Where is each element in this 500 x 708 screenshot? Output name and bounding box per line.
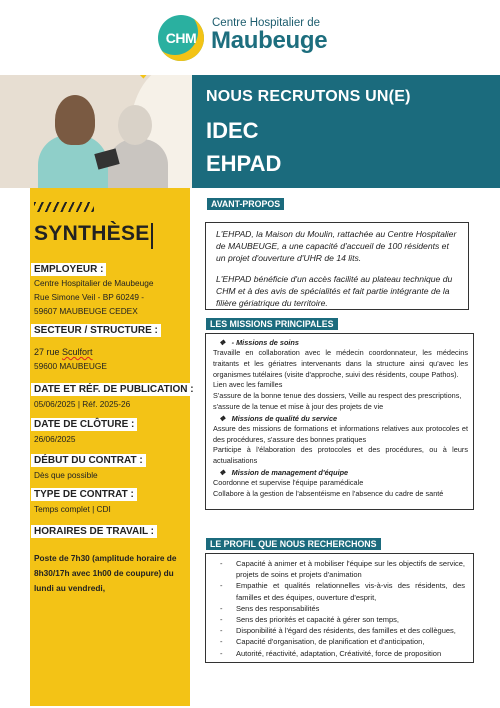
hatch-decoration — [34, 202, 94, 212]
missions-management-text-2: Collabore à la gestion de l'absentéisme en l'absence du cadre de santé — [213, 488, 444, 498]
working-hours-value: Poste de 7h30 (amplitude horaire de 8h30/17h avec 1h00 de coupure) du lundi au vendredi, — [34, 553, 177, 593]
missions-care-text-3: S'assure de la bonne tenue des dossiers, Veille au respect des prescriptions, — [213, 391, 462, 401]
profile-item: - Autorité, réactivité, adaptation, Créativité, force de proposition — [210, 648, 465, 659]
employer-line-3: 59607 MAUBEUGE CEDEX — [34, 306, 138, 316]
contract-type-value: Temps complet | CDI — [34, 504, 111, 514]
job-title-line2: EHPAD — [206, 151, 282, 176]
missions-box — [205, 333, 474, 510]
contract-start-value: Dès que possible — [34, 470, 98, 480]
sector-line-2: 59600 MAUBEUGE — [34, 361, 107, 371]
apropos-paragraph-1: L'EHPAD, la Maison du Moulin, rattachée au Centre Hospitalier de MAUBEUGE, a une capacité d'accueil de 100 résidents et un projet d'ouverture d'UHR de 14 lits. — [216, 229, 457, 263]
title-divider — [151, 223, 153, 249]
closing-date-label: DATE DE CLÔTURE : — [31, 418, 137, 431]
profile-list — [210, 558, 465, 659]
employer-label: EMPLOYEUR : — [31, 263, 106, 276]
missions-management-heading: ❖ Mission de management d'équipe — [219, 467, 349, 477]
job-title-line1: IDEC — [206, 118, 259, 143]
profile-item: - Sens des responsabilités — [210, 603, 465, 614]
publication-value: 05/06/2025 | Réf. 2025-26 — [34, 399, 131, 409]
sector-line-1: 27 rue Sculfort — [34, 347, 93, 357]
logo-badge-text: CHM — [165, 30, 197, 46]
missions-quality-text-2: Participe à l'élaboration des protocoles et des procédures, ou à leurs actualisations — [213, 445, 468, 466]
profile-item: - Empathie et qualités relationnelles vis-à-vis des résidents, des familles et des équipes, ouverture d'esprit, — [210, 580, 465, 602]
apropos-heading: AVANT-PROPOS — [207, 198, 284, 210]
missions-care-text-1: Travaille en collaboration avec le médecin coordonnateur, les médecins traitants et les gériatres intervenants dans la structure ainsi qu'avec les organismes tutélaires (visite d'approche, suivi des résidents, coupe Pathos). — [213, 348, 468, 379]
sector-label: SECTEUR / STRUCTURE : — [31, 324, 161, 337]
missions-quality-heading: ❖ Missions de qualité du service — [219, 413, 338, 423]
profile-heading: LE PROFIL QUE NOUS RECHERCHONS — [206, 538, 381, 550]
missions-care-text-2: Lien avec les familles — [213, 380, 283, 390]
contract-start-label: DÉBUT DU CONTRAT : — [31, 454, 146, 467]
apropos-paragraph-2: L'EHPAD bénéficie d'un accès facilité au plateau technique du CHM et à des avis de spécialités et fait partie intégrante de la filière gériatrique du territoire. — [216, 274, 453, 308]
missions-care-text-4: s'assure de la tenue et mise à jour des projets de vie — [213, 401, 384, 411]
missions-heading: LES MISSIONS PRINCIPALES — [206, 318, 338, 330]
logo-org-line: Centre Hospitalier de — [212, 17, 321, 29]
working-hours-label: HORAIRES DE TRAVAIL : — [31, 525, 157, 538]
missions-management-text-1: Coordonne et supervise l'équipe paramédicale — [213, 477, 364, 487]
profile-item: - Capacité à animer et à mobiliser l'équipe sur les objectifs de service, projets de soins et projets d'animation — [210, 558, 465, 580]
missions-quality-text-1: Assure des missions de formations et informations relatives aux protocoles et des procédures, s'assure des bonnes pratiques — [213, 423, 468, 444]
profile-item: - Sens des priorités et capacité à gérer son temps, — [210, 614, 465, 625]
closing-date-value: 26/06/2025 — [34, 434, 76, 444]
recruit-heading: NOUS RECRUTONS UN(E) — [206, 88, 411, 105]
publication-label: DATE ET RÉF. DE PUBLICATION : — [31, 383, 197, 396]
apropos-box — [205, 222, 469, 310]
contract-type-label: TYPE DE CONTRAT : — [31, 488, 137, 501]
profile-box — [205, 553, 474, 663]
chm-logo-icon — [158, 15, 204, 61]
missions-care-heading: ❖ - Missions de soins — [219, 338, 299, 347]
header — [0, 0, 500, 75]
profile-item: - Disponibilité à l'égard des résidents, des familles et des collègues, — [210, 625, 465, 636]
employer-line-2: Rue Simone Veil - BP 60249 - — [34, 292, 145, 302]
summary-title: SYNTHÈSE — [34, 222, 150, 245]
logo-city: Maubeuge — [211, 27, 328, 54]
nurse-resident-photo — [0, 75, 192, 188]
employer-line-1: Centre Hospitalier de Maubeuge — [34, 278, 154, 288]
profile-item: - Capacité d'organisation, de planification et d'anticipation, — [210, 636, 465, 647]
